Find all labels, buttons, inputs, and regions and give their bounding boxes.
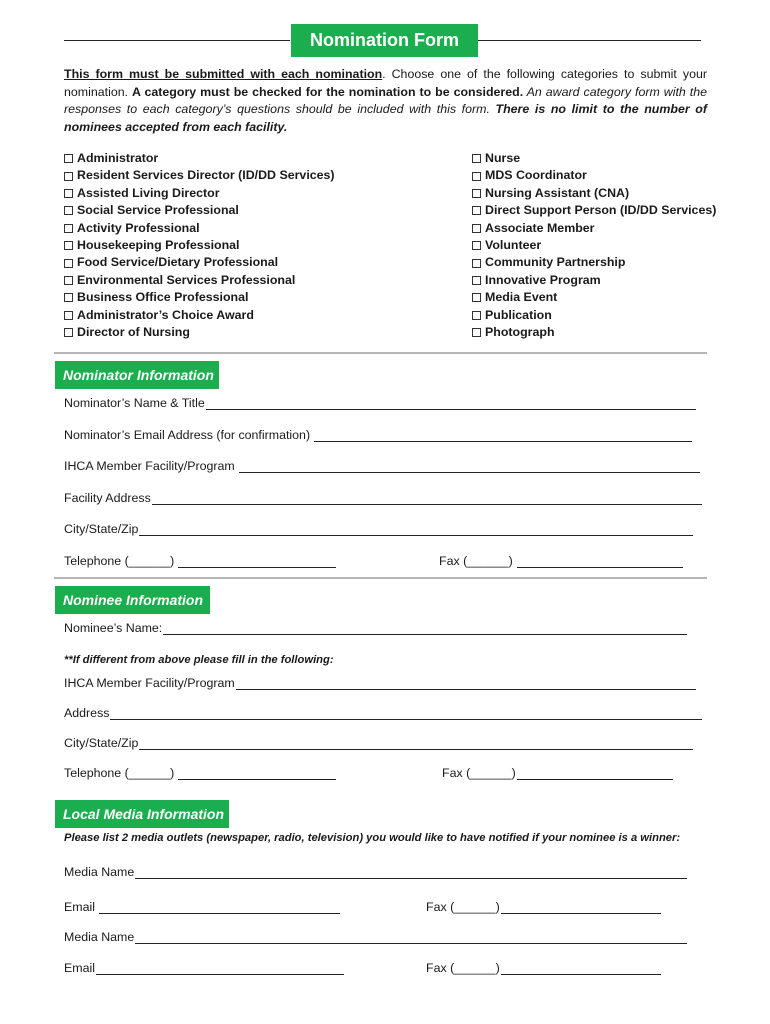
checkbox-icon[interactable] [472,328,481,337]
media-email-1-field[interactable] [64,896,340,914]
fill-line[interactable] [239,459,700,473]
nominee-telephone-field[interactable] [64,762,336,780]
nominee-section-heading: Nominee Information [55,586,210,614]
nominator-telephone-label: Telephone (______) [64,554,175,568]
category-label: Administrator’s Choice Award [77,307,254,322]
category-label: Publication [485,307,552,322]
category-checkbox[interactable] [472,237,716,254]
nominee-different-note: **If different from above please fill in the following: [64,654,334,666]
fill-line[interactable] [135,865,687,879]
category-list-left [64,150,335,341]
checkbox-icon[interactable] [472,241,481,250]
category-label: Media Event [485,290,558,305]
category-label: Nursing Assistant (CNA) [485,185,630,200]
category-label: Social Service Professional [77,203,239,218]
category-checkbox[interactable] [472,150,716,167]
nominator-name-label: Nominator’s Name & Title [64,396,205,410]
fill-line[interactable] [236,676,696,690]
category-label: Innovative Program [485,272,601,287]
checkbox-icon[interactable] [64,311,73,320]
media-email-label: Email [64,961,95,975]
category-label: Nurse [485,151,521,165]
category-label: Environmental Services Professional [77,272,296,287]
fill-line[interactable] [110,706,702,720]
category-label: MDS Coordinator [485,168,587,183]
nominee-address-label: Address [64,706,110,720]
checkbox-icon[interactable] [472,276,481,285]
fill-line[interactable] [152,491,702,505]
fill-line[interactable] [96,961,344,975]
checkbox-icon[interactable] [64,206,73,215]
nominator-email-label: Nominator’s Email Address (for confirmation) [64,428,311,442]
checkbox-icon[interactable] [64,276,73,285]
fill-line[interactable] [517,554,683,568]
category-checkbox[interactable] [472,324,716,341]
checkbox-icon[interactable] [64,224,73,233]
category-checkbox[interactable] [472,202,716,219]
checkbox-icon[interactable] [64,172,73,181]
media-fax-2-field[interactable] [426,957,661,975]
fill-line[interactable] [206,396,696,410]
category-checkbox[interactable] [472,167,716,184]
fill-line[interactable] [501,900,661,914]
nominator-section-heading: Nominator Information [55,361,219,389]
media-name-label: Media Name [64,865,135,879]
category-checkbox[interactable] [64,150,335,167]
nominator-fax-label: Fax (______) [439,554,513,568]
fill-line[interactable] [501,961,661,975]
nominee-facility-label: IHCA Member Facility/Program [64,676,235,690]
category-label: Housekeeping Professional [77,237,240,252]
nominator-telephone-field[interactable] [64,550,336,568]
nominee-fax-field[interactable] [442,762,673,780]
category-checkbox[interactable] [64,307,335,324]
media-name-1-field[interactable] [64,861,687,879]
nominator-facility-label: IHCA Member Facility/Program [64,459,235,473]
media-instructions: Please list 2 media outlets (newspaper, radio, television) you would like to have notified if your nominee is a winner: [64,832,681,844]
fill-line[interactable] [178,766,336,780]
fill-line[interactable] [99,900,340,914]
checkbox-icon[interactable] [64,259,73,268]
category-checkbox[interactable] [472,185,716,202]
nominator-facility-field[interactable] [64,455,700,473]
category-checkbox[interactable] [64,220,335,237]
checkbox-icon[interactable] [472,311,481,320]
intro-category-required: A category must be checked for the nomination to be considered. [132,84,524,99]
category-label: Activity Professional [77,220,200,235]
intro-no-limit: There is no limit to the number of nominees accepted from each facility. [64,102,707,134]
category-label: Resident Services Director (ID/DD Services) [77,168,335,183]
category-checkbox[interactable] [64,289,335,306]
nominee-address-field[interactable] [64,702,702,720]
nominator-city-label: City/State/Zip [64,522,139,536]
media-fax-label: Fax (______) [426,961,500,975]
nominator-address-label: Facility Address [64,491,151,505]
nominee-city-label: City/State/Zip [64,736,139,750]
checkbox-icon[interactable] [472,206,481,215]
category-checkbox[interactable] [472,254,716,271]
nominee-name-field[interactable] [64,617,687,635]
nominator-address-field[interactable] [64,487,702,505]
fill-line[interactable] [163,621,687,635]
nominator-email-field[interactable] [64,424,692,442]
media-fax-label: Fax (______) [426,900,500,914]
checkbox-icon[interactable] [472,293,481,302]
media-name-2-field[interactable] [64,926,687,944]
title-rule-left [64,40,290,41]
checkbox-icon[interactable] [472,224,481,233]
fill-line[interactable] [139,736,693,750]
checkbox-icon[interactable] [472,189,481,198]
nominee-telephone-label: Telephone (______) [64,766,175,780]
media-email-2-field[interactable] [64,957,344,975]
fill-line[interactable] [314,428,692,442]
category-checkbox[interactable] [472,289,716,306]
checkbox-icon[interactable] [64,293,73,302]
category-checkbox[interactable] [64,167,335,184]
category-label: Volunteer [485,237,542,252]
nominee-city-field[interactable] [64,732,693,750]
category-checkbox[interactable] [64,324,335,341]
media-name-label: Media Name [64,930,135,944]
nominator-fax-field[interactable] [439,550,683,568]
category-checkbox[interactable] [472,220,716,237]
category-checkbox[interactable] [64,272,335,289]
category-checkbox[interactable] [472,272,716,289]
section-divider [54,577,707,579]
nominee-fax-label: Fax (______) [442,766,516,780]
category-label: Administrator [77,151,159,165]
media-email-label: Email [64,900,95,914]
category-label: Assisted Living Director [77,185,220,200]
nominee-name-label: Nominee’s Name: [64,621,163,635]
media-section-heading: Local Media Information [55,800,229,828]
category-checkbox[interactable] [64,185,335,202]
checkbox-icon[interactable] [472,172,481,181]
fill-line[interactable] [135,930,687,944]
checkbox-icon[interactable] [472,259,481,268]
checkbox-icon[interactable] [64,241,73,250]
category-checkbox[interactable] [64,254,335,271]
nominator-city-field[interactable] [64,518,693,536]
fill-line[interactable] [139,522,693,536]
fill-line[interactable] [517,766,673,780]
section-divider [54,352,707,354]
intro-submit-note: This form must be submitted with each nomination [64,67,383,81]
form-title: Nomination Form [291,24,478,57]
checkbox-icon[interactable] [64,154,73,163]
category-label: Business Office Professional [77,290,249,305]
checkbox-icon[interactable] [64,328,73,337]
intro-choose-text: . Choose one of the following categories to submit your nomination. [64,67,707,99]
media-fax-1-field[interactable] [426,896,661,914]
category-list-right [472,150,716,341]
intro-award-form-note: An award category form with the responses to each category’s questions should be included with this form. [64,84,707,116]
category-label: Food Service/Dietary Professional [77,255,279,270]
category-label: Direct Support Person (ID/DD Services) [485,203,717,218]
checkbox-icon[interactable] [64,189,73,198]
intro-paragraph [64,66,707,136]
category-label: Photograph [485,324,555,339]
nominator-name-field[interactable] [64,392,696,410]
category-checkbox[interactable] [472,307,716,324]
category-checkbox[interactable] [64,237,335,254]
nominee-facility-field[interactable] [64,672,696,690]
fill-line[interactable] [178,554,336,568]
category-label: Director of Nursing [77,324,190,339]
category-checkbox[interactable] [64,202,335,219]
category-label: Associate Member [485,220,595,235]
title-rule-right [478,40,701,41]
category-label: Community Partnership [485,255,626,270]
checkbox-icon[interactable] [472,154,481,163]
